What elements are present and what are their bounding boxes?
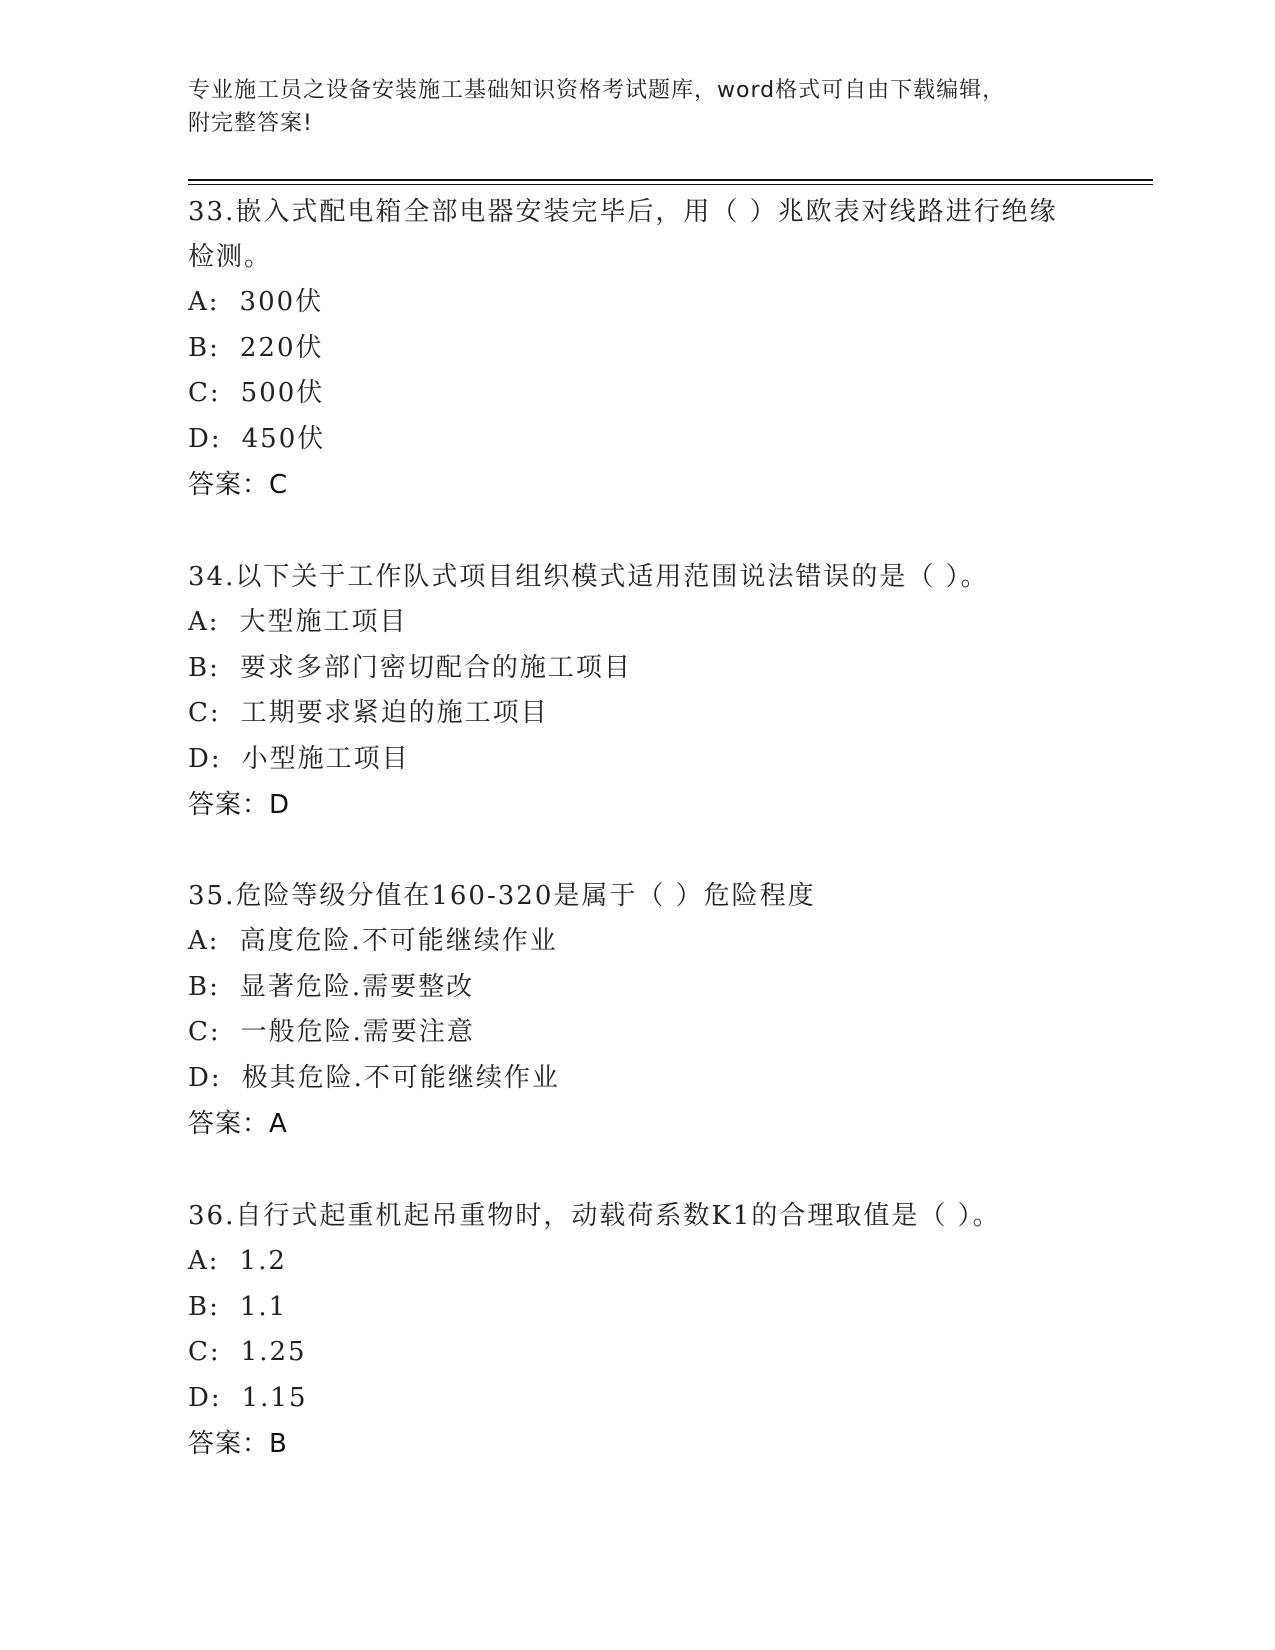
answer-line: 答案：B (188, 1429, 288, 1459)
option-key: B: (188, 652, 220, 683)
question-35 (188, 874, 1088, 1147)
option-a (188, 919, 1088, 965)
document-header (188, 74, 1088, 140)
option-text: 高度危险.不可能继续作业 (239, 926, 558, 956)
option-text: 大型施工项目 (239, 607, 408, 637)
option-text: 极其危险.不可能继续作业 (241, 1062, 560, 1093)
option-key: C: (188, 378, 221, 408)
option-a (188, 1239, 1088, 1285)
question-stem: 35.危险等级分值在160-320是属于（ ）危险程度 (188, 881, 816, 911)
options-list (188, 280, 1088, 462)
option-text: 要求多部门密切配合的施工项目 (239, 652, 632, 683)
option-a (188, 280, 1088, 326)
option-text: 1.15 (241, 1382, 308, 1413)
header-line-1: 专业施工员之设备安装施工基础知识资格考试题库，word格式可自由下载编辑， (188, 78, 1006, 103)
option-text: 一般危险.需要注意 (240, 1017, 475, 1047)
option-c (188, 1010, 1088, 1056)
option-key: A: (188, 926, 220, 956)
option-key: B: (188, 971, 220, 1002)
answer-line: 答案：A (188, 1109, 288, 1139)
option-text: 450伏 (241, 423, 326, 454)
option-key: B: (188, 1291, 220, 1322)
options-list (188, 919, 1088, 1101)
option-text: 300伏 (239, 287, 324, 317)
answer-line: 答案：C (188, 470, 289, 500)
option-key: D: (188, 1382, 222, 1413)
option-text: 1.25 (240, 1337, 307, 1367)
option-key: A: (188, 287, 220, 317)
option-text: 工期要求紧迫的施工项目 (240, 698, 549, 728)
option-c (188, 1330, 1088, 1376)
option-c (188, 371, 1088, 417)
option-text: 220伏 (239, 332, 324, 363)
question-stem: 33.嵌入式配电箱全部电器安装完毕后，用（ ）兆欧表对线路进行绝缘检测。 (188, 197, 1058, 272)
option-text: 1.2 (239, 1246, 287, 1276)
answer-line: 答案：D (188, 790, 291, 820)
option-c (188, 691, 1088, 737)
option-key: D: (188, 423, 222, 454)
options-list (188, 1239, 1088, 1421)
option-key: D: (188, 743, 222, 774)
question-36 (188, 1194, 1088, 1467)
header-divider-thick (188, 179, 1153, 181)
option-key: B: (188, 332, 220, 363)
question-34 (188, 555, 1088, 828)
header-line-2: 附完整答案! (188, 111, 313, 136)
option-d (188, 1056, 1088, 1102)
option-text: 1.1 (239, 1291, 288, 1322)
option-d (188, 737, 1088, 783)
option-b (188, 326, 1088, 372)
options-list (188, 600, 1088, 782)
option-b (188, 965, 1088, 1011)
option-text: 显著危险.需要整改 (239, 971, 475, 1002)
option-key: C: (188, 1337, 221, 1367)
option-key: A: (188, 1246, 220, 1276)
option-b (188, 646, 1088, 692)
option-d (188, 1376, 1088, 1422)
question-33 (188, 190, 1088, 508)
option-key: C: (188, 698, 221, 728)
question-stem: 36.自行式起重机起吊重物时，动载荷系数K1的合理取值是（ ）。 (188, 1201, 1001, 1231)
option-b (188, 1285, 1088, 1331)
option-d (188, 417, 1088, 463)
option-key: D: (188, 1062, 222, 1093)
option-key: A: (188, 607, 220, 637)
option-a (188, 600, 1088, 646)
option-text: 小型施工项目 (241, 743, 410, 774)
question-stem: 34.以下关于工作队式项目组织模式适用范围说法错误的是（ ）。 (188, 562, 989, 592)
option-key: C: (188, 1017, 221, 1047)
header-divider-thin (188, 184, 1153, 185)
option-text: 500伏 (240, 378, 325, 408)
